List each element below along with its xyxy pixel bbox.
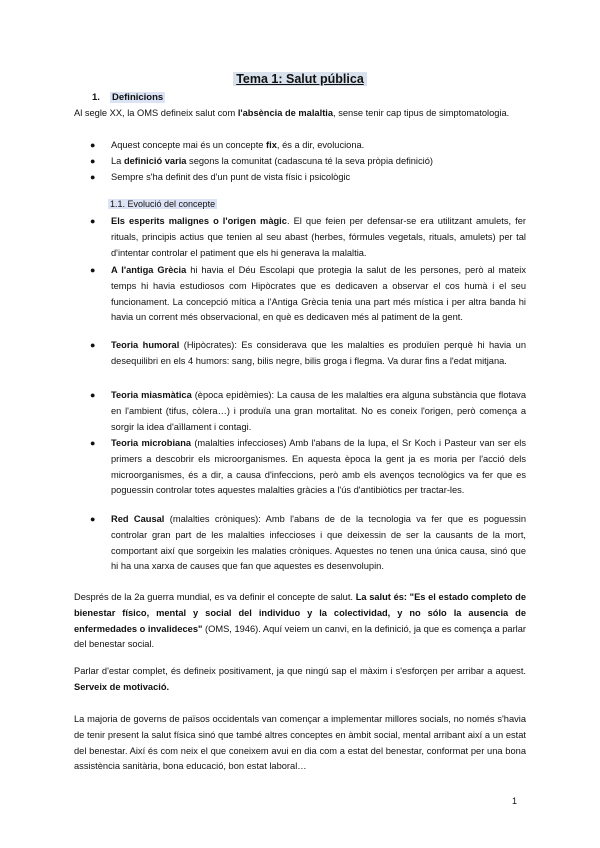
bullet-icon: ● bbox=[90, 140, 96, 150]
bullet-icon: ● bbox=[90, 390, 96, 400]
list-item: ● La definició varia segons la comunitat (cadascuna té la seva pròpia definició) bbox=[90, 154, 526, 170]
bullet-icon: ● bbox=[90, 265, 96, 275]
section-heading-definicions: 1. Definicions bbox=[92, 92, 164, 103]
bullet-icon: ● bbox=[90, 156, 96, 166]
intro-paragraph: Al segle XX, la OMS defineix salut com l'absència de malaltia, sense tenir cap tipus de simptomatologia. bbox=[74, 108, 510, 118]
page-number: 1 bbox=[512, 796, 518, 806]
bullet-icon: ● bbox=[90, 172, 96, 182]
who-definition-paragraph: Després de la 2a guerra mundial, es va definir el concepte de salut. La salut és: "Es el estado completo de bienestar físico, mental y social del individuo y la colectividad, y no sólo la ausencia de enfermedades o invalideces" (OMS, 1946). Aquí veiem un canvi, en la definició, ja que es comença a parlar del benestar social. bbox=[74, 592, 526, 650]
list-item: ● Sempre s'ha definit des d'un punt de vista físic i psicològic bbox=[90, 170, 526, 186]
list-item: ● Teoria microbiana (malalties infeccioses) Amb l'abans de la lupa, el Sr Koch i Pasteur van ser els primers a descobrir els microorganismes. En aquesta època la gent ja es moria per l'acció dels microorganismes, és a dir, a causa d'infeccions, però amb els avenços tecnològics va fer que es poguessin controlar totes aquestes malalties gràcies a l'ús d'antibiòtics per tractar-les. bbox=[90, 438, 526, 496]
bullet-icon: ● bbox=[90, 438, 96, 448]
list-item: ● Red Causal (malalties cròniques): Amb l'abans de de la tecnologia va fer que es poguessin controlar gran part de les malalties infeccioses i que deixessin de ser la causants de la mort, comportant així que sorgeixin les malaties cròniques. Aquestes no tenen una única causa, sinó que hi ha una xarxa de causes que fan que aquestes es desenvolupin. bbox=[90, 514, 526, 572]
list-item: ● Aquest concepte mai és un concepte fix, és a dir, evoluciona. bbox=[90, 138, 526, 154]
bullet-icon: ● bbox=[90, 340, 96, 350]
bullet-icon: ● bbox=[90, 514, 96, 524]
list-item: ● Teoria humoral (Hipòcrates): Es considerava que les malalties es produïen perquè hi havia un desequilibri en els 4 humors: sang, bilis negre, bilis groga i flegma. Va durar fins a l'edat mitjana. bbox=[90, 340, 526, 366]
list-item: ● Teoria miasmàtica (època epidèmies): La causa de les malalties era alguna substància que flotava en l'ambient (tifus, còlera…) i produïa una gran mortalitat. No es coneix l'origen, però comença a sorgir la idea d'aïllament i contagi. bbox=[90, 390, 526, 432]
page-title: Tema 1: Salut pública bbox=[0, 72, 600, 86]
bullet-icon: ● bbox=[90, 216, 96, 226]
positive-definition-paragraph: Parlar d'estar complet, és defineix positivament, ja que ningú sap el màxim i s'esforçen per arribar a aquest. Serveix de motivació. bbox=[74, 666, 526, 692]
list-item: ● A l'antiga Grècia hi havia el Déu Escolapi que protegia la salut de les persones, però al mateix temps hi havia estudiosos com Hipòcrates que es dedicaven a observar el cos humà i el seu funcionament. La concepció mítica a l'Antiga Grècia tenia una part més mística i per altra banda hi havia un corrent més observacional, en què es dedicaven més al patiment de la gent. bbox=[90, 265, 526, 323]
subsection-heading-evolucio: 1.1. Evolució del concepte bbox=[110, 199, 216, 209]
welfare-state-paragraph: La majoria de governs de països occidentals van començar a implementar millores socials, no només s'havia de tenir present la salut física sinó que també altres conceptes en àmbit social, mental arribant així a un estat del benestar. Així és com neix el que coneixem avui en dia com a estat del benestar, conformat per una bona assistència sanitària, bona educació, bon estat laboral… bbox=[74, 714, 526, 772]
list-item: ● Els esperits malignes o l'origen màgic. El que feien per defensar-se era utilitzant amulets, fer rituals, principis actius que tenien al seu abast (herbes, fórmules vegetals, rituals, amulets) per tal d'intentar controlar el patiment que els hi generava la malaltia. bbox=[90, 216, 526, 258]
